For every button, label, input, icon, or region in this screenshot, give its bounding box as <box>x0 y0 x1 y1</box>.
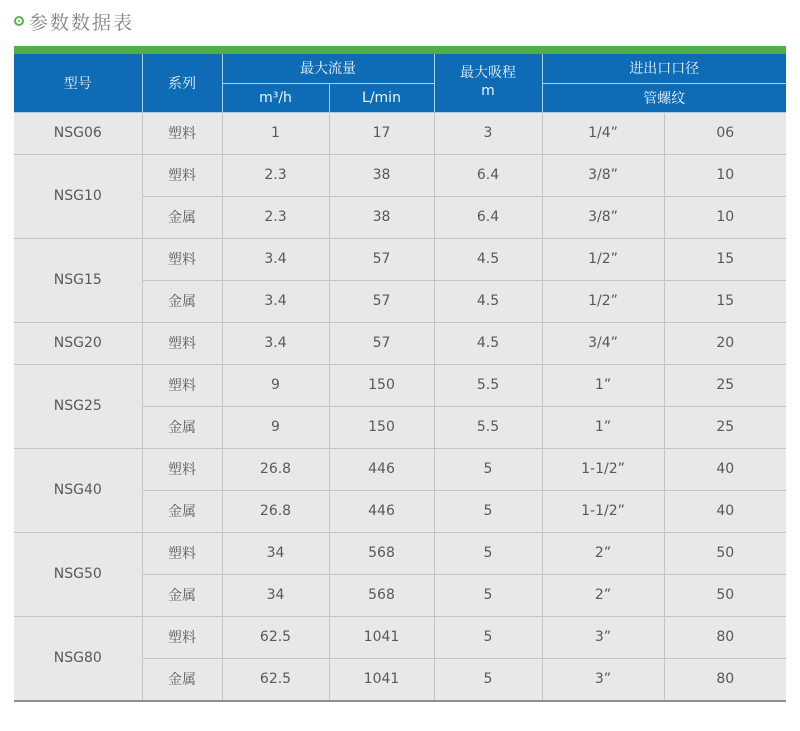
table-row <box>14 532 786 574</box>
lmin-cell: 568 <box>329 574 434 616</box>
table-accent-bar <box>14 46 786 54</box>
dn-cell: 80 <box>664 616 786 658</box>
lmin-cell: 17 <box>329 112 434 154</box>
m3h-cell: 3.4 <box>222 280 329 322</box>
header-lmin: L/min <box>329 83 434 112</box>
series-cell: 塑料 <box>142 448 222 490</box>
m3h-cell: 9 <box>222 406 329 448</box>
dn-cell: 10 <box>664 154 786 196</box>
lmin-cell: 38 <box>329 196 434 238</box>
header-max-flow: 最大流量 <box>222 54 434 83</box>
series-cell: 塑料 <box>142 112 222 154</box>
dn-cell: 50 <box>664 574 786 616</box>
header-model: 型号 <box>14 54 142 112</box>
header-port-size: 进出口口径 <box>542 54 786 83</box>
dn-cell: 25 <box>664 364 786 406</box>
model-cell: NSG20 <box>14 322 142 364</box>
model-cell: NSG15 <box>14 238 142 322</box>
m3h-cell: 62.5 <box>222 658 329 700</box>
dn-cell: 50 <box>664 532 786 574</box>
model-cell: NSG06 <box>14 112 142 154</box>
dn-cell: 40 <box>664 448 786 490</box>
m3h-cell: 62.5 <box>222 616 329 658</box>
m3h-cell: 26.8 <box>222 490 329 532</box>
series-cell: 金属 <box>142 280 222 322</box>
thread-cell: 2” <box>542 532 664 574</box>
model-cell: NSG40 <box>14 448 142 532</box>
lmin-cell: 446 <box>329 490 434 532</box>
thread-cell: 2” <box>542 574 664 616</box>
table-row <box>14 112 786 154</box>
header-max-suction <box>434 54 542 112</box>
thread-cell: 1/4” <box>542 112 664 154</box>
m3h-cell: 1 <box>222 112 329 154</box>
series-cell: 金属 <box>142 406 222 448</box>
m3h-cell: 3.4 <box>222 238 329 280</box>
header-pipe-thread: 管螺纹 <box>542 83 786 112</box>
m3h-cell: 34 <box>222 532 329 574</box>
suction-cell: 5 <box>434 448 542 490</box>
series-cell: 金属 <box>142 196 222 238</box>
suction-cell: 4.5 <box>434 322 542 364</box>
table-row <box>14 154 786 196</box>
thread-cell: 3” <box>542 658 664 700</box>
suction-cell: 4.5 <box>434 280 542 322</box>
suction-cell: 5 <box>434 658 542 700</box>
series-cell: 塑料 <box>142 322 222 364</box>
model-cell: NSG25 <box>14 364 142 448</box>
table-row <box>14 448 786 490</box>
suction-cell: 3 <box>434 112 542 154</box>
series-cell: 金属 <box>142 574 222 616</box>
section-header <box>14 9 800 33</box>
lmin-cell: 57 <box>329 322 434 364</box>
thread-cell: 1” <box>542 364 664 406</box>
series-cell: 塑料 <box>142 532 222 574</box>
thread-cell: 1-1/2” <box>542 448 664 490</box>
m3h-cell: 2.3 <box>222 154 329 196</box>
suction-cell: 5.5 <box>434 364 542 406</box>
thread-cell: 3/8” <box>542 196 664 238</box>
thread-cell: 1” <box>542 406 664 448</box>
m3h-cell: 2.3 <box>222 196 329 238</box>
thread-cell: 3/4” <box>542 322 664 364</box>
lmin-cell: 38 <box>329 154 434 196</box>
parameter-table-container <box>14 46 786 702</box>
table-header <box>14 54 786 112</box>
suction-cell: 5.5 <box>434 406 542 448</box>
suction-cell: 4.5 <box>434 238 542 280</box>
table-row <box>14 364 786 406</box>
parameter-table <box>14 54 786 700</box>
suction-cell: 6.4 <box>434 154 542 196</box>
table-row <box>14 238 786 280</box>
thread-cell: 1-1/2” <box>542 490 664 532</box>
thread-cell: 3/8” <box>542 154 664 196</box>
lmin-cell: 1041 <box>329 658 434 700</box>
model-cell: NSG50 <box>14 532 142 616</box>
lmin-cell: 446 <box>329 448 434 490</box>
suction-cell: 5 <box>434 532 542 574</box>
table-row <box>14 322 786 364</box>
lmin-cell: 57 <box>329 280 434 322</box>
series-cell: 金属 <box>142 658 222 700</box>
m3h-cell: 34 <box>222 574 329 616</box>
suction-cell: 6.4 <box>434 196 542 238</box>
lmin-cell: 57 <box>329 238 434 280</box>
header-m3h: m³/h <box>222 83 329 112</box>
dn-cell: 10 <box>664 196 786 238</box>
m3h-cell: 26.8 <box>222 448 329 490</box>
series-cell: 塑料 <box>142 154 222 196</box>
header-max-suction-unit: m <box>481 82 495 99</box>
header-max-suction-label: 最大吸程 <box>460 65 516 82</box>
model-cell: NSG80 <box>14 616 142 700</box>
lmin-cell: 150 <box>329 364 434 406</box>
page-title: 参数数据表 <box>29 11 135 34</box>
lmin-cell: 1041 <box>329 616 434 658</box>
series-cell: 塑料 <box>142 616 222 658</box>
series-cell: 塑料 <box>142 364 222 406</box>
dn-cell: 15 <box>664 280 786 322</box>
dn-cell: 25 <box>664 406 786 448</box>
thread-cell: 3” <box>542 616 664 658</box>
dn-cell: 06 <box>664 112 786 154</box>
table-body <box>14 112 786 700</box>
thread-cell: 1/2” <box>542 238 664 280</box>
lmin-cell: 150 <box>329 406 434 448</box>
series-cell: 金属 <box>142 490 222 532</box>
suction-cell: 5 <box>434 490 542 532</box>
m3h-cell: 9 <box>222 364 329 406</box>
bullet-icon <box>16 18 22 24</box>
thread-cell: 1/2” <box>542 280 664 322</box>
lmin-cell: 568 <box>329 532 434 574</box>
m3h-cell: 3.4 <box>222 322 329 364</box>
dn-cell: 80 <box>664 658 786 700</box>
table-row <box>14 616 786 658</box>
model-cell: NSG10 <box>14 154 142 238</box>
suction-cell: 5 <box>434 616 542 658</box>
dn-cell: 15 <box>664 238 786 280</box>
dn-cell: 20 <box>664 322 786 364</box>
series-cell: 塑料 <box>142 238 222 280</box>
suction-cell: 5 <box>434 574 542 616</box>
header-series: 系列 <box>142 54 222 112</box>
dn-cell: 40 <box>664 490 786 532</box>
